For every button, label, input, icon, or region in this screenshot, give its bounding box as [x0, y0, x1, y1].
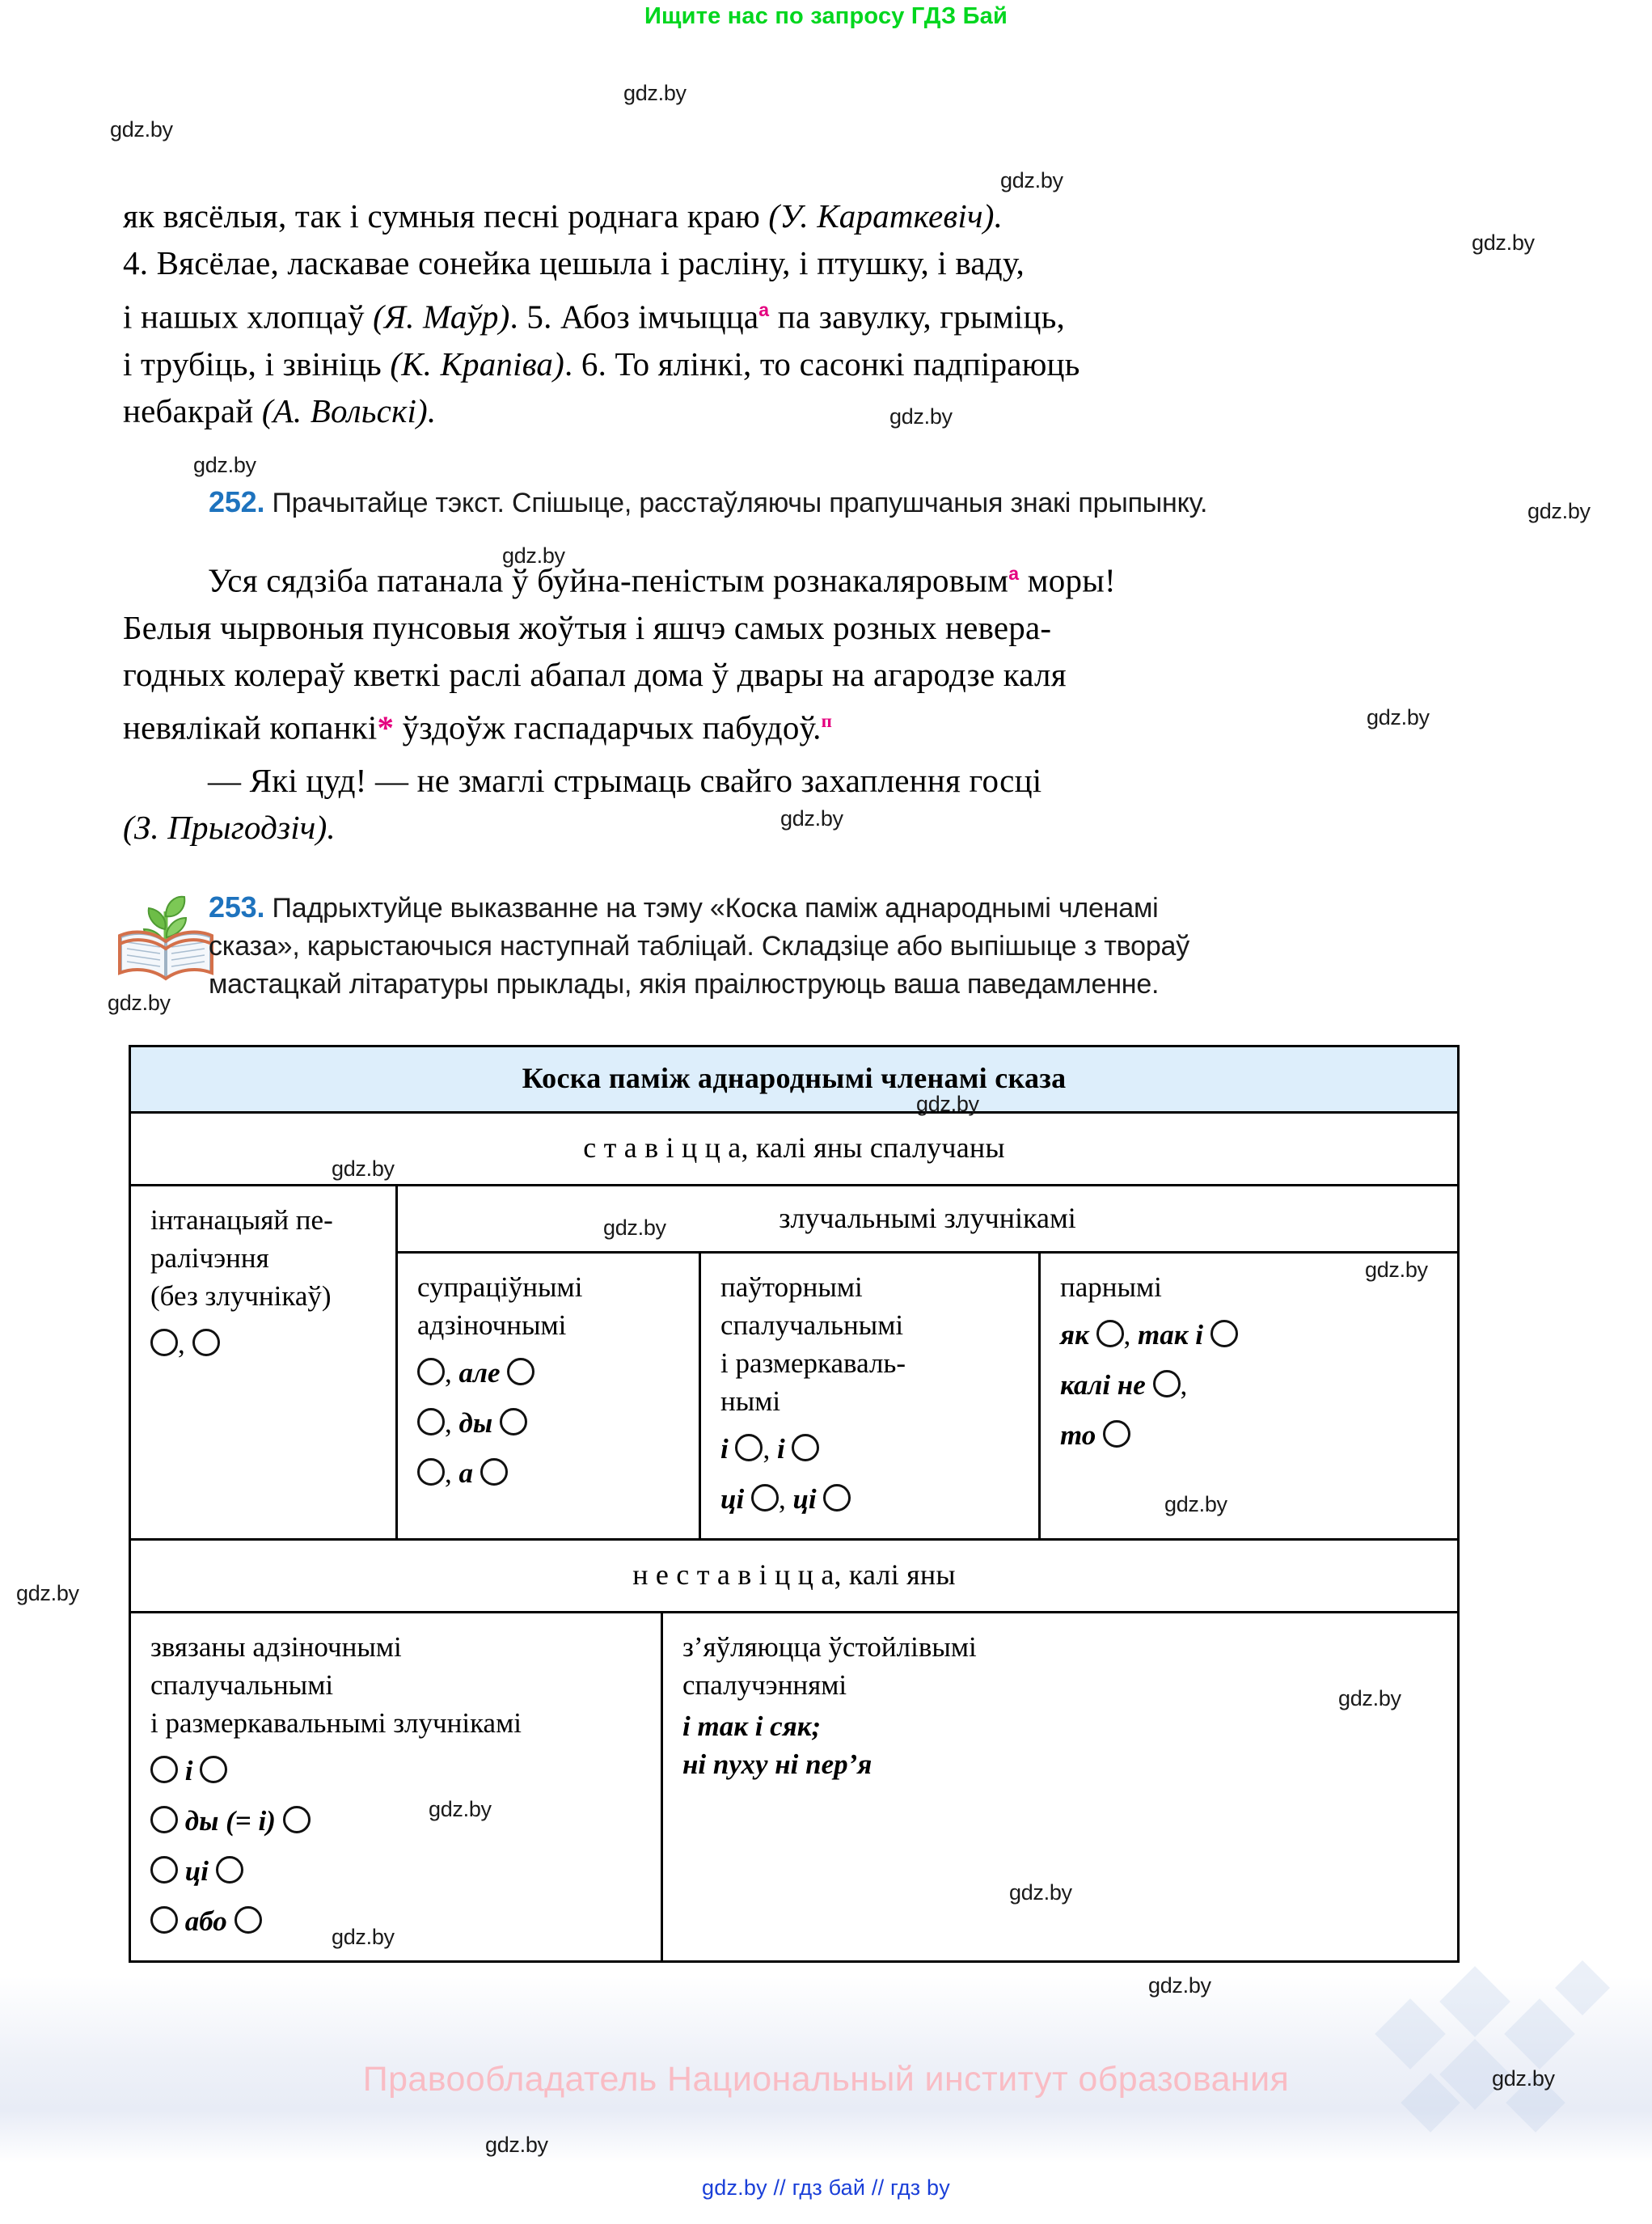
circle-icon [150, 1906, 178, 1934]
circle-icon [500, 1408, 527, 1435]
cell-supraciunymi [398, 1254, 701, 1538]
watermark-gdz: gdz.by [502, 543, 565, 568]
scheme-supraciunymi-1: , але [417, 1352, 682, 1394]
watermark-gdz: gdz.by [889, 404, 953, 429]
cont-line-5-a: небакрай [123, 391, 262, 429]
conj-ale: але [458, 1357, 501, 1389]
scheme-zviazany-1 [150, 1750, 644, 1792]
example-i-tak-i-sjak: і так і сяк; [682, 1710, 822, 1742]
conj-kali-ne: калі не [1060, 1369, 1146, 1401]
watermark-gdz: gdz.by [623, 81, 687, 105]
scheme-zviazany-2 [150, 1800, 644, 1842]
cell-zviazany-line2: спалучальнымі [150, 1669, 334, 1701]
table-section-stavicca: с т а в і ц ц а, калі яны спалучаны [131, 1114, 1457, 1186]
cell-zluchniki-group [398, 1186, 1457, 1538]
table-row-ne-stavicca [131, 1613, 1457, 1960]
cont-line-5 [123, 387, 1546, 434]
cont-line-3-author: (Я. Маўр) [373, 298, 510, 336]
ex253-line-2: сказа», карыстаючыся наступнай таблiцай. Складзіце або выпішыце з твораў [209, 931, 1190, 962]
circle-icon [1153, 1370, 1181, 1397]
cell-zluchniki-header: злучальнымі злучнікамі [398, 1186, 1457, 1254]
watermark-gdz: gdz.by [780, 806, 843, 831]
exercise-253-task [209, 888, 1502, 1004]
cont-line-3 [123, 286, 1546, 340]
ex253-line-1 [209, 888, 1502, 928]
watermark-gdz: gdz.by [1000, 168, 1063, 192]
book-sprout-icon [115, 887, 217, 987]
watermark-gdz: gdz.by [1009, 1880, 1072, 1905]
cell-supraciunymi-line2: адзіночнымі [417, 1309, 567, 1341]
watermark-gdz: gdz.by [1527, 499, 1591, 523]
exercise-252-task-text: Прачытайце тэкст. Спішыце, расстаўляючы прапушчаныя знакі прыпынку. [272, 488, 1208, 518]
cont-line-4-a: і трубіць, і звініць [123, 345, 391, 383]
ex252-author-text: (З. Прыгодзіч). [123, 809, 336, 847]
scheme-parnymi-1: як , так і [1060, 1314, 1441, 1356]
watermark-gdz: gdz.by [1338, 1686, 1401, 1710]
cell-zviazany [131, 1613, 663, 1960]
circle-icon [417, 1408, 445, 1435]
watermark-gdz: gdz.by [110, 117, 173, 142]
cont-line-3-b: . 5. Абоз імчыцца [509, 298, 759, 336]
cont-line-4-b: . 6. То ялінкі, то сасонкі падпіраюць [564, 345, 1080, 383]
circle-icon [234, 1906, 262, 1934]
watermark-gdz: gdz.by [485, 2133, 548, 2157]
scheme-parnymi-3 [1060, 1414, 1441, 1457]
circle-icon [150, 1856, 178, 1884]
ex252-line-1 [123, 550, 1546, 604]
cell-parnymi [1041, 1254, 1457, 1538]
ex253-line-3: мастацкай літаратуры прыклады, якія праілюструюць ваша паведамленне. [209, 969, 1160, 1000]
cont-line-4 [123, 340, 1546, 387]
watermark-gdz: gdz.by [16, 1581, 79, 1605]
conj-to: то [1060, 1419, 1096, 1451]
ex252-line-1-b: моры! [1019, 561, 1116, 599]
cell-pautornymi-line4: нымі [720, 1385, 781, 1417]
watermark-gdz: gdz.by [429, 1797, 492, 1821]
conj-jak: як [1060, 1319, 1089, 1351]
comma-rules-table [129, 1045, 1460, 1963]
table-subrow-zluchniki [398, 1254, 1457, 1538]
ex252-line-4 [123, 698, 1546, 751]
morph-marker-a-2: а [1008, 563, 1020, 584]
ex252-dialog: — Які цуд! — не змаглі стрымаць свайго захаплення госці [208, 762, 1042, 800]
conj-a: а [458, 1457, 473, 1489]
circle-icon [417, 1458, 445, 1486]
cell-zviazany-line3: і размеркавальнымі злучнікамі [150, 1707, 522, 1739]
ex252-line-1-a: Уся сядзіба патанала ў буйна-пеністым рознакаляровым [208, 561, 1009, 599]
cell-intanacyja-line1: інтанацыяй пе- [150, 1204, 333, 1236]
cont-line-3-a: і нашых хлопцаў [123, 298, 374, 336]
watermark-gdz: gdz.by [1365, 1258, 1428, 1282]
cont-line-1-author: (У. Караткевіч). [768, 197, 1003, 235]
circle-icon [823, 1484, 851, 1512]
copyright-notice: Правообладатель Национальный институт образования [362, 2060, 1290, 2099]
conj-tak-i: так і [1138, 1319, 1203, 1351]
cell-intanacyja [131, 1186, 398, 1538]
scheme-zviazany-3 [150, 1850, 644, 1892]
cell-zviazany-line1: звязаны адзіночнымі [150, 1631, 402, 1663]
punct-marker-p: п [821, 710, 833, 731]
cell-pautornymi-line1: паўторнымі [720, 1271, 863, 1303]
footer-links: gdz.by // гдз бай // гдз by [702, 2175, 950, 2200]
circle-icon [480, 1458, 508, 1486]
cell-pautornymi-line3: і размеркаваль- [720, 1347, 906, 1379]
circle-icon [1210, 1320, 1238, 1347]
cell-ustoilivyja-line1: з’яўляюцца ўстойлівымі [682, 1631, 977, 1663]
table-title: Коска паміж аднароднымі членамі сказа [131, 1047, 1457, 1114]
circle-icon [751, 1484, 779, 1512]
cont-line-1-text: як вясёлыя, так і сумныя песні роднага краю [123, 197, 769, 235]
cont-line-4-author: (К. Крапіва) [390, 345, 564, 383]
watermark-gdz: gdz.by [1492, 2066, 1555, 2091]
ex252-line-4-b: ўздоўж гаспадарчых пабудоў. [394, 708, 822, 746]
ex252-line-2: Белыя чырвоныя пунсовыя жоўтыя і яшчэ самых розных невера- [123, 608, 1052, 646]
scheme-zviazany-4 [150, 1901, 644, 1943]
cont-line-2: 4. Вясёлае, ласкавае сонейка цешыла і расліну, і птушку, і ваду, [123, 244, 1025, 281]
exercise-252-number: 252. [209, 485, 265, 518]
watermark-gdz: gdz.by [916, 1092, 979, 1116]
scheme-supraciunymi-2: , ды [417, 1402, 682, 1444]
circle-icon [200, 1756, 227, 1783]
morph-marker-a: а [758, 299, 770, 320]
continuation-paragraph [123, 192, 1546, 434]
cont-line-3-c: па завулку, грыміць, [769, 298, 1065, 336]
conj-i-2: і [776, 1433, 785, 1465]
circle-icon [735, 1434, 763, 1461]
watermark-gdz: gdz.by [603, 1216, 666, 1240]
watermark-gdz: gdz.by [1472, 230, 1535, 255]
circle-icon [1096, 1320, 1124, 1347]
cell-pautornymi [701, 1254, 1041, 1538]
table-section-ne-stavicca: н е с т а в і ц ц а, калі яны [131, 1541, 1457, 1613]
cell-ustoilivyja [663, 1613, 1457, 1960]
conj-ci-1: ці [720, 1483, 745, 1515]
cell-ustoilivyja-line2: спалучэннямі [682, 1669, 847, 1701]
table-row-stavicca [131, 1186, 1457, 1541]
cont-line-1 [123, 192, 1546, 239]
conj-i: і [184, 1755, 193, 1786]
watermark-gdz: gdz.by [193, 453, 256, 477]
cell-intanacyja-line3: (без злучнікаў) [150, 1280, 332, 1312]
cell-parnymi-line1: парнымі [1060, 1271, 1162, 1303]
conj-dy: ды [458, 1407, 493, 1439]
promo-banner: Ищите нас по запросу ГДЗ Бай [644, 3, 1008, 29]
ex252-author [123, 804, 1546, 851]
scheme-intanacyja: , [150, 1323, 379, 1365]
watermark-gdz: gdz.by [1164, 1492, 1227, 1516]
exercise-252-task [209, 483, 1502, 522]
circle-icon [507, 1358, 534, 1385]
ex252-line-3: годных колераў кветкі раслі абапал дома ў двары на агародзе каля [123, 655, 1067, 693]
example-ni-puhu-ni-perja: ні пуху ні пер’я [682, 1748, 872, 1780]
scheme-pautornymi-2: ці , ці [720, 1478, 1022, 1520]
cell-supraciunymi-line1: супраціўнымі [417, 1271, 583, 1303]
conj-ci-2: ці [792, 1483, 817, 1515]
conj-i-1: і [720, 1433, 729, 1465]
scheme-supraciunymi-3: , а [417, 1452, 682, 1495]
circle-icon [216, 1856, 243, 1884]
cell-pautornymi-line2: спалучальнымі [720, 1309, 904, 1341]
circle-icon [283, 1806, 311, 1833]
scheme-parnymi-2: калі не , [1060, 1369, 1188, 1401]
ex253-task-line-1: Падрыхтуйце выказванне на тэму «Коска паміж аднароднымі членамі [272, 893, 1159, 924]
circle-icon [792, 1434, 819, 1461]
ex252-line-4-a: невялікай копанкі [123, 708, 378, 746]
footnote-star-icon: * [377, 708, 395, 746]
circle-icon [150, 1329, 178, 1356]
watermark-gdz: gdz.by [332, 1156, 395, 1181]
conj-abo: або [184, 1905, 227, 1937]
exercise-252-text [123, 550, 1546, 851]
watermark-gdz: gdz.by [108, 991, 171, 1015]
circle-icon [417, 1358, 445, 1385]
watermark-gdz: gdz.by [1367, 705, 1430, 729]
cont-line-5-author: (А. Вольскі). [261, 391, 437, 429]
circle-icon [150, 1756, 178, 1783]
circle-icon [1103, 1420, 1130, 1448]
watermark-gdz: gdz.by [332, 1925, 395, 1949]
cell-intanacyja-line2: ралічэння [150, 1242, 269, 1274]
watermark-gdz: gdz.by [1148, 1973, 1211, 1998]
scheme-pautornymi-1: і , і [720, 1428, 1022, 1470]
circle-icon [192, 1329, 220, 1356]
conj-ci: ці [184, 1855, 209, 1887]
exercise-253-number: 253. [209, 890, 265, 924]
circle-icon [150, 1806, 178, 1833]
conj-dy-eq-i: ды (= і) [184, 1805, 276, 1837]
